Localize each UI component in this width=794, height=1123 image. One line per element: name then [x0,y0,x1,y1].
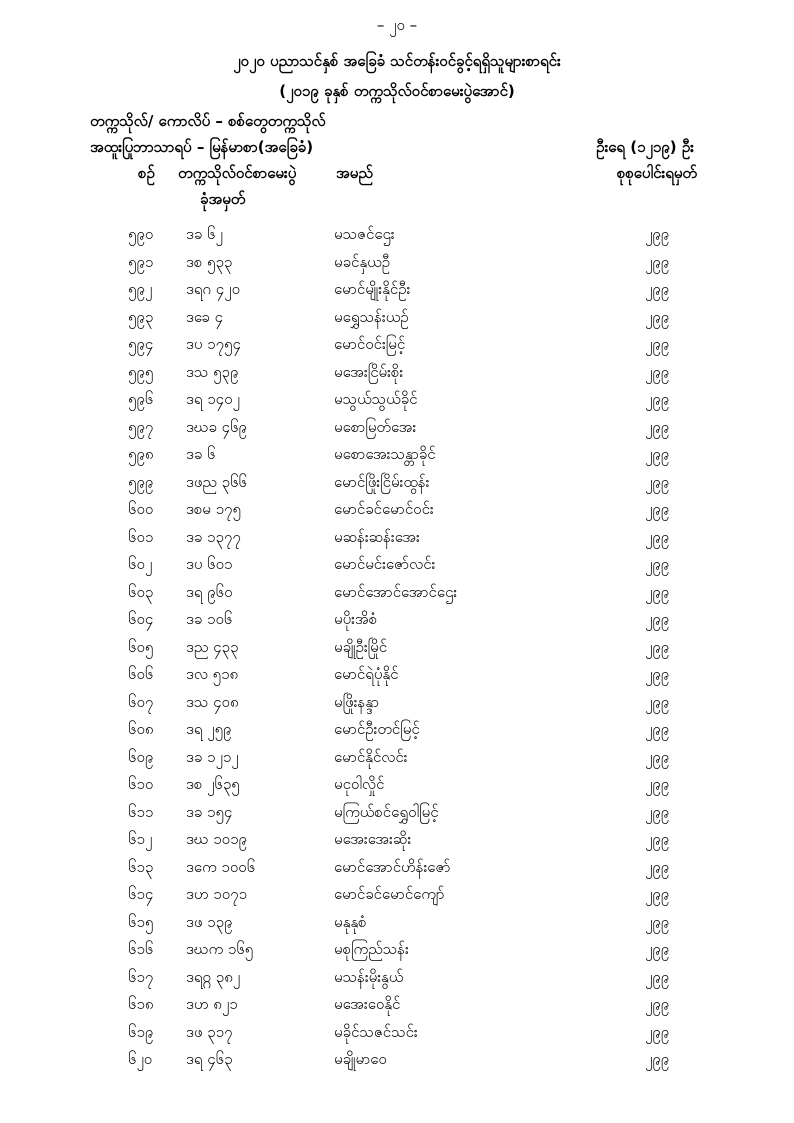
row-exam-no: ဒခ ၁၅၄ [186,802,233,821]
table-row [0,1045,794,1073]
table-row [0,578,794,606]
row-exam-no: ဒစ ၅၃၃ [186,252,233,271]
row-marks: ၂၉၉ [645,555,670,573]
row-name: မခိုင်သဇင်သင်း [334,1022,418,1041]
row-no: ၅၉၆ [128,390,154,408]
row-exam-no: ဒသ ၄၀၈ [186,692,239,711]
row-no: ၆၁၈ [128,995,154,1013]
table-row [0,743,794,771]
row-exam-no: ဒဖ ၁၃၉ [186,912,233,931]
row-name: မောင်မင်းဇော်လင်း [334,555,436,573]
document-title: ၂၀၂၀ ပညာသင်နှစ် အခြေခံ သင်တန်းဝင်ခွင့်ရရှိသူများစာရင်း [233,52,561,70]
row-exam-no: ဒဃခ ၄၆၉ [186,417,247,436]
row-name: မောင်မျိုးနိုင်ဦး [334,280,411,298]
row-name: မစုကြည်သန်း [334,940,409,958]
row-exam-no: ဒခ ၆ [186,445,216,463]
table-row [0,880,794,908]
row-exam-no: ဒပ ၁၇၅၄ [186,335,241,353]
document-subtitle: (၂၀၁၉ ခုနှစ် တက္ကသိုလ်ဝင်စာမေးပွဲအောင်) [279,82,515,100]
row-no: ၅၉၅ [128,362,154,381]
row-marks: ၂၉၉ [645,445,670,463]
university-line: တက္ကသိုလ်/ ကောလိပ် – စစ်တွေတက္ကသိုလ် [90,112,326,130]
table-row [0,605,794,633]
row-marks: ၂၉၉ [645,1022,670,1041]
row-marks: ၂၉၉ [645,417,670,436]
row-exam-no: ဒစမ ၁၇၅ [186,500,241,518]
row-no: ၆၀၉ [128,747,154,766]
table-row [0,1018,794,1046]
row-marks: ၂၉၉ [645,1050,670,1068]
row-no: ၅၉၂ [128,280,153,298]
row-exam-no: ဒရ ၂၅၉ [186,720,232,738]
row-name: မစောအေးသန္တာခိုင် [334,445,436,463]
table-row [0,330,794,358]
row-marks: ၂၉၉ [645,500,670,518]
row-exam-no: ဒခ ၁၂၁၂ [186,747,239,766]
row-no: ၆၀၁ [128,527,154,546]
table-row [0,660,794,688]
table-row [0,303,794,331]
row-no: ၆၁၃ [128,857,154,876]
row-marks: ၂၉၉ [645,472,670,491]
row-no: ၆၁၆ [128,940,154,958]
row-no: ၆၀၅ [128,637,154,656]
header-marks: စုစုပေါင်းရမှတ် [616,164,697,182]
row-name: မချိုဦးမြိုင် [334,637,388,656]
row-marks: ၂၉၉ [645,995,670,1013]
row-name: မောင်ဦးတင်မြင့် [334,720,420,738]
page-number: – ၂၀ – [376,16,418,34]
row-name: မခင်နှယဦ [334,252,390,271]
row-exam-no: ဒဟ ၈၂၁ [186,995,238,1013]
row-exam-no: ဒသ ၅၃၉ [186,362,239,381]
row-name: မသန်းမိုးနွယ် [334,967,404,986]
table-row [0,935,794,963]
row-exam-no: ဒရ႙ ၃၈၂ [186,967,241,986]
row-name: မအေးဝေနိုင် [334,995,401,1013]
table-row [0,523,794,551]
row-marks: ၂၉၉ [645,252,670,271]
row-no: ၆၀၀ [128,500,154,518]
row-marks: ၂၉၉ [645,335,670,353]
row-no: ၆၁၉ [128,1022,154,1041]
row-no: ၅၉၈ [128,445,154,463]
row-no: ၆၁၁ [128,802,154,821]
row-no: ၅၉၉ [128,472,154,491]
row-exam-no: ဒစ ၂၆၃၅ [186,775,240,793]
row-exam-no: ဒရဂ ၄၂၀ [186,280,241,298]
row-marks: ၂၉၉ [645,912,670,931]
row-exam-no: ဒည ၄၃၃ [186,637,239,656]
row-name: မဖြိုးနန္ဒာ [334,692,380,711]
table-row [0,468,794,496]
row-name: မစောမြတ်အေး [334,417,417,436]
row-name: မဆန်းဆန်းအေး [334,527,420,546]
header-exam-no-2: ခုံအမှတ် [200,190,246,208]
row-marks: ၂၉၉ [645,527,670,546]
row-marks: ၂၉၉ [645,225,670,243]
table-row [0,440,794,468]
row-name: မောင်နိုင်လင်း [334,747,408,766]
count-line: ဦးရေ (၁၂၁၉) ဦး [596,138,694,156]
table-row [0,275,794,303]
results-table [0,220,794,1073]
row-exam-no: ဒဟ ၁၀၇၁ [186,885,248,903]
header-name: အမည် [336,164,373,182]
table-row [0,220,794,248]
row-marks: ၂၉၉ [645,885,670,903]
row-marks: ၂၉၉ [645,830,670,848]
row-name: မသွယ်သွယ်ခိုင် [334,390,418,408]
header-no: စဉ် [138,164,155,182]
table-row [0,715,794,743]
table-row [0,495,794,523]
row-exam-no: ဒဖ ၃၁၇ [186,1022,233,1041]
row-name: မောင်ခင်မောင်ကျော် [334,885,445,903]
row-marks: ၂၉၉ [645,692,670,711]
table-row [0,825,794,853]
table-row [0,550,794,578]
row-marks: ၂၉၉ [645,775,670,793]
table-row [0,853,794,881]
row-no: ၅၉၄ [128,335,154,353]
row-name: မငုဝါလှိုင် [334,775,385,793]
row-no: ၅၉၃ [128,307,154,326]
row-no: ၅၉၁ [128,252,154,271]
row-name: မအေးငြိမ်းစိုး [334,362,404,381]
table-row [0,633,794,661]
row-exam-no: ဒပ ၆၀၁ [186,555,233,573]
row-exam-no: ဒရ ၁၄၀၂ [186,390,240,408]
row-marks: ၂၉၉ [645,307,670,326]
row-no: ၆၁၂ [128,830,153,848]
row-marks: ၂၉၉ [645,362,670,381]
row-exam-no: ဒဃက ၁၆၅ [186,940,254,958]
row-name: မအေးအေးဆိုး [334,830,412,848]
row-marks: ၂၉၉ [645,390,670,408]
row-exam-no: ဒခ ၆၂ [186,225,223,243]
row-no: ၆၁၇ [128,967,154,986]
row-no: ၆၀၇ [128,692,154,711]
row-name: မသဇင်ဌေး [334,225,395,243]
row-no: ၅၉၀ [128,225,154,243]
row-name: မပိုးအိစံ [334,610,378,628]
row-no: ၆၀၄ [128,610,154,628]
row-marks: ၂၉၉ [645,637,670,656]
row-exam-no: ဒကေ ၁၀၀၆ [186,857,256,876]
row-no: ၆၁၀ [128,775,154,793]
header-exam-no: တက္ကသိုလ်ဝင်စာမေးပွဲ [178,164,297,182]
row-marks: ၂၉၉ [645,280,670,298]
table-row [0,248,794,276]
row-exam-no: ဒခေ ၄ [186,307,224,326]
row-exam-no: ဒရ ၄၆၃ [186,1050,233,1068]
row-exam-no: ဒရ ၉၆၀ [186,582,233,601]
row-name: မောင်အောင်ဟိန်းဇော် [334,857,451,876]
row-exam-no: ဒခ ၁၀၆ [186,610,233,628]
row-marks: ၂၉၉ [645,940,670,958]
row-name: မောင်ခင်မောင်ဝင်း [334,500,434,518]
table-row [0,963,794,991]
row-no: ၅၉၇ [128,417,154,436]
table-row [0,358,794,386]
row-no: ၆၀၂ [128,555,153,573]
table-row [0,413,794,441]
table-row [0,385,794,413]
row-exam-no: ဒလ ၅၁၈ [186,665,239,683]
row-no: ၆၁၄ [128,885,154,903]
table-row [0,908,794,936]
row-name: မောင်အောင်အောင်ဌေး [334,582,458,601]
row-marks: ၂၉၉ [645,582,670,601]
row-marks: ၂၉၉ [645,610,670,628]
row-name: မောင်ဖြိုးငြိမ်းထွန်း [334,472,430,491]
row-exam-no: ဒဖည ၃၆၆ [186,472,247,491]
row-marks: ၂၉၉ [645,747,670,766]
row-name: မရွှေသန်းယဉ် [334,307,409,326]
row-no: ၆၂၀ [128,1050,153,1068]
row-name: မနုနုစံ [334,912,367,931]
row-exam-no: ဒဃ ၁၀၁၉ [186,830,247,848]
row-no: ၆၁၅ [128,912,154,931]
table-row [0,990,794,1018]
row-name: မချိုမာဝေ [334,1050,387,1068]
row-exam-no: ဒခ ၁၃၇၇ [186,527,241,546]
row-name: မောင်ဝင်းမြင့် [334,335,406,353]
row-marks: ၂၉၉ [645,665,670,683]
row-no: ၆၀၈ [128,720,154,738]
row-marks: ၂၉၉ [645,967,670,986]
row-marks: ၂၉၉ [645,720,670,738]
table-row [0,798,794,826]
row-marks: ၂၉၉ [645,802,670,821]
row-no: ၆၀၆ [128,665,154,683]
major-line: အထူးပြုဘာသာရပ် – မြန်မာစာ(အခြေခံ) [90,138,314,156]
row-marks: ၂၉၉ [645,857,670,876]
row-name: မကြယ်စင်ရွှေဝါမြင့် [334,802,439,821]
row-no: ၆၀၃ [128,582,154,601]
table-row [0,688,794,716]
row-name: မောင်ရဲပုံနိုင် [334,665,399,683]
table-row [0,770,794,798]
